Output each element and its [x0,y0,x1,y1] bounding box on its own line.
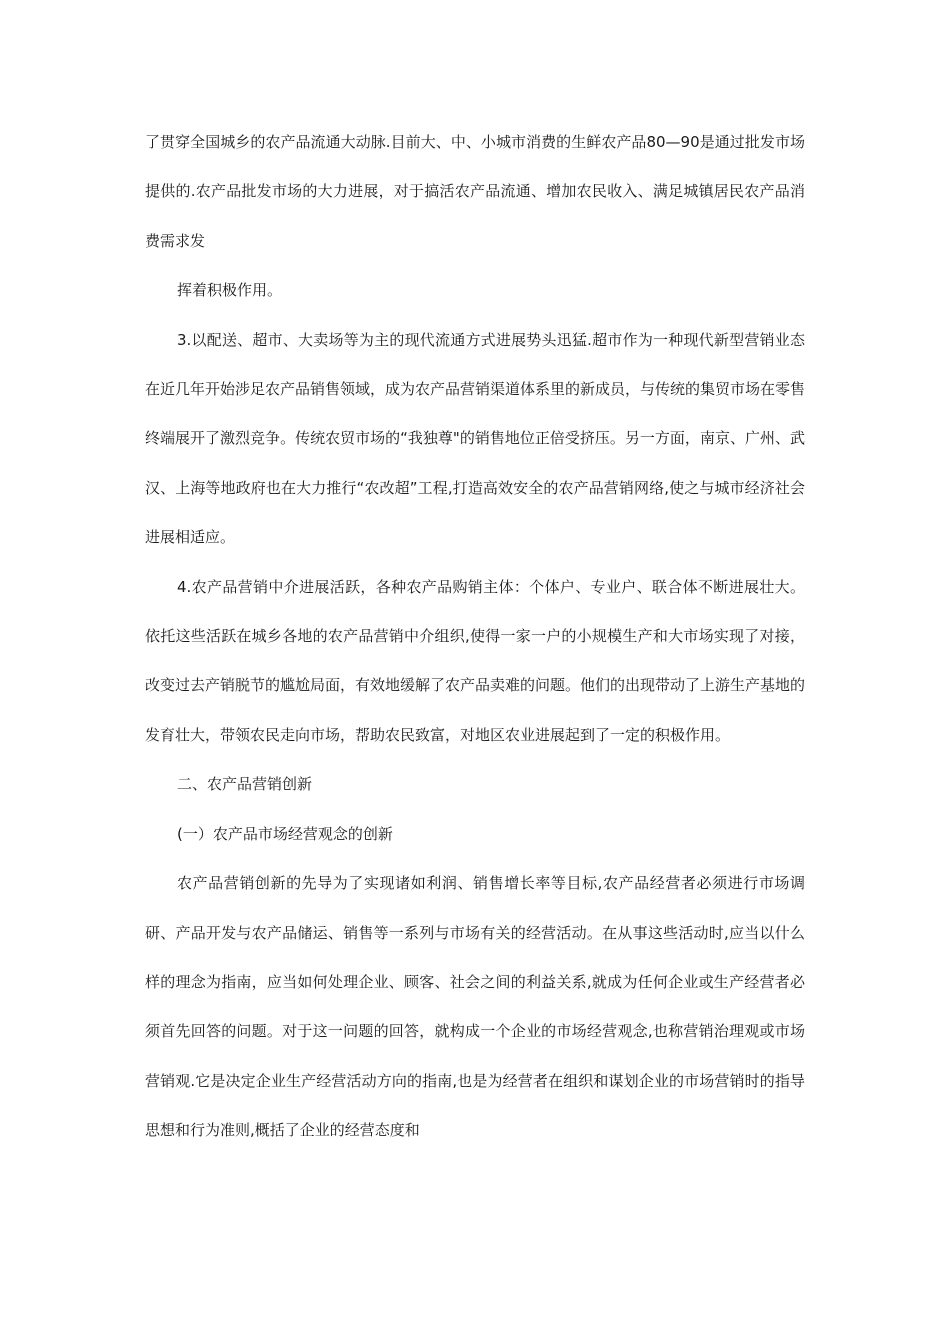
paragraph-item-4: 4.农产品营销中介进展活跃，各种农产品购销主体：个体户、专业户、联合体不断进展壮大。依托这些活跃在城乡各地的农产品营销中介组织,使得一家一户的小规模生产和大市场实现了对接，改变过去产销脱节的尴尬局面，有效地缓解了农产品卖难的问题。他们的出现带动了上游生产基地的发育壮大，带领农民走向市场，帮助农民致富，对地区农业进展起到了一定的积极作用。 [145,577,806,744]
paragraph-body: 农产品营销创新的先导为了实现诸如利润、销售增长率等目标,农产品经营者必须进行市场调研、产品开发与农产品储运、销售等一系列与市场有关的经营活动。在从事这些活动时,应当以什么样的理念为指南，应当如何处理企业、顾客、社会之间的利益关系,就成为任何企业或生产经营者必须首先回答的问题。对于这一问题的回答，就构成一个企业的市场经营观念,也称营销治理观或市场营销观.它是决定企业生产经营活动方向的指南,也是为经营者在组织和谋划企业的市场营销时的指导思想和行为准则,概括了企业的经营态度和 [145,874,805,1140]
document-body [145,118,805,1156]
paragraph-fragment: 挥着积极作用。 [177,281,283,300]
paragraph-item-3: 3.以配送、超市、大卖场等为主的现代流通方式进展势头迅猛.超市作为一种现代新型营销业态在近几年开始涉足农产品销售领域，成为农产品营销渠道体系里的新成员，与传统的集贸市场在零售终端展开了激烈竞争。传统农贸市场的“我独尊"的销售地位正倍受挤压。另一方面，南京、广州、武汉、上海等地政府也在大力推行“农改超”工程,打造高效安全的农产品营销网络,使之与城市经济社会进展相适应。 [145,330,806,547]
paragraph-continuation: 了贯穿全国城乡的农产品流通大动脉.目前大、中、小城市消费的生鲜农产品80—90是通过批发市场提供的.农产品批发市场的大力进展，对于搞活农产品流通、增加农民收入、满足城镇居民农产品消费需求发 [145,133,805,250]
subsection-heading: (一）农产品市场经营观念的创新 [177,824,393,843]
section-heading: 二、农产品营销创新 [177,775,313,794]
